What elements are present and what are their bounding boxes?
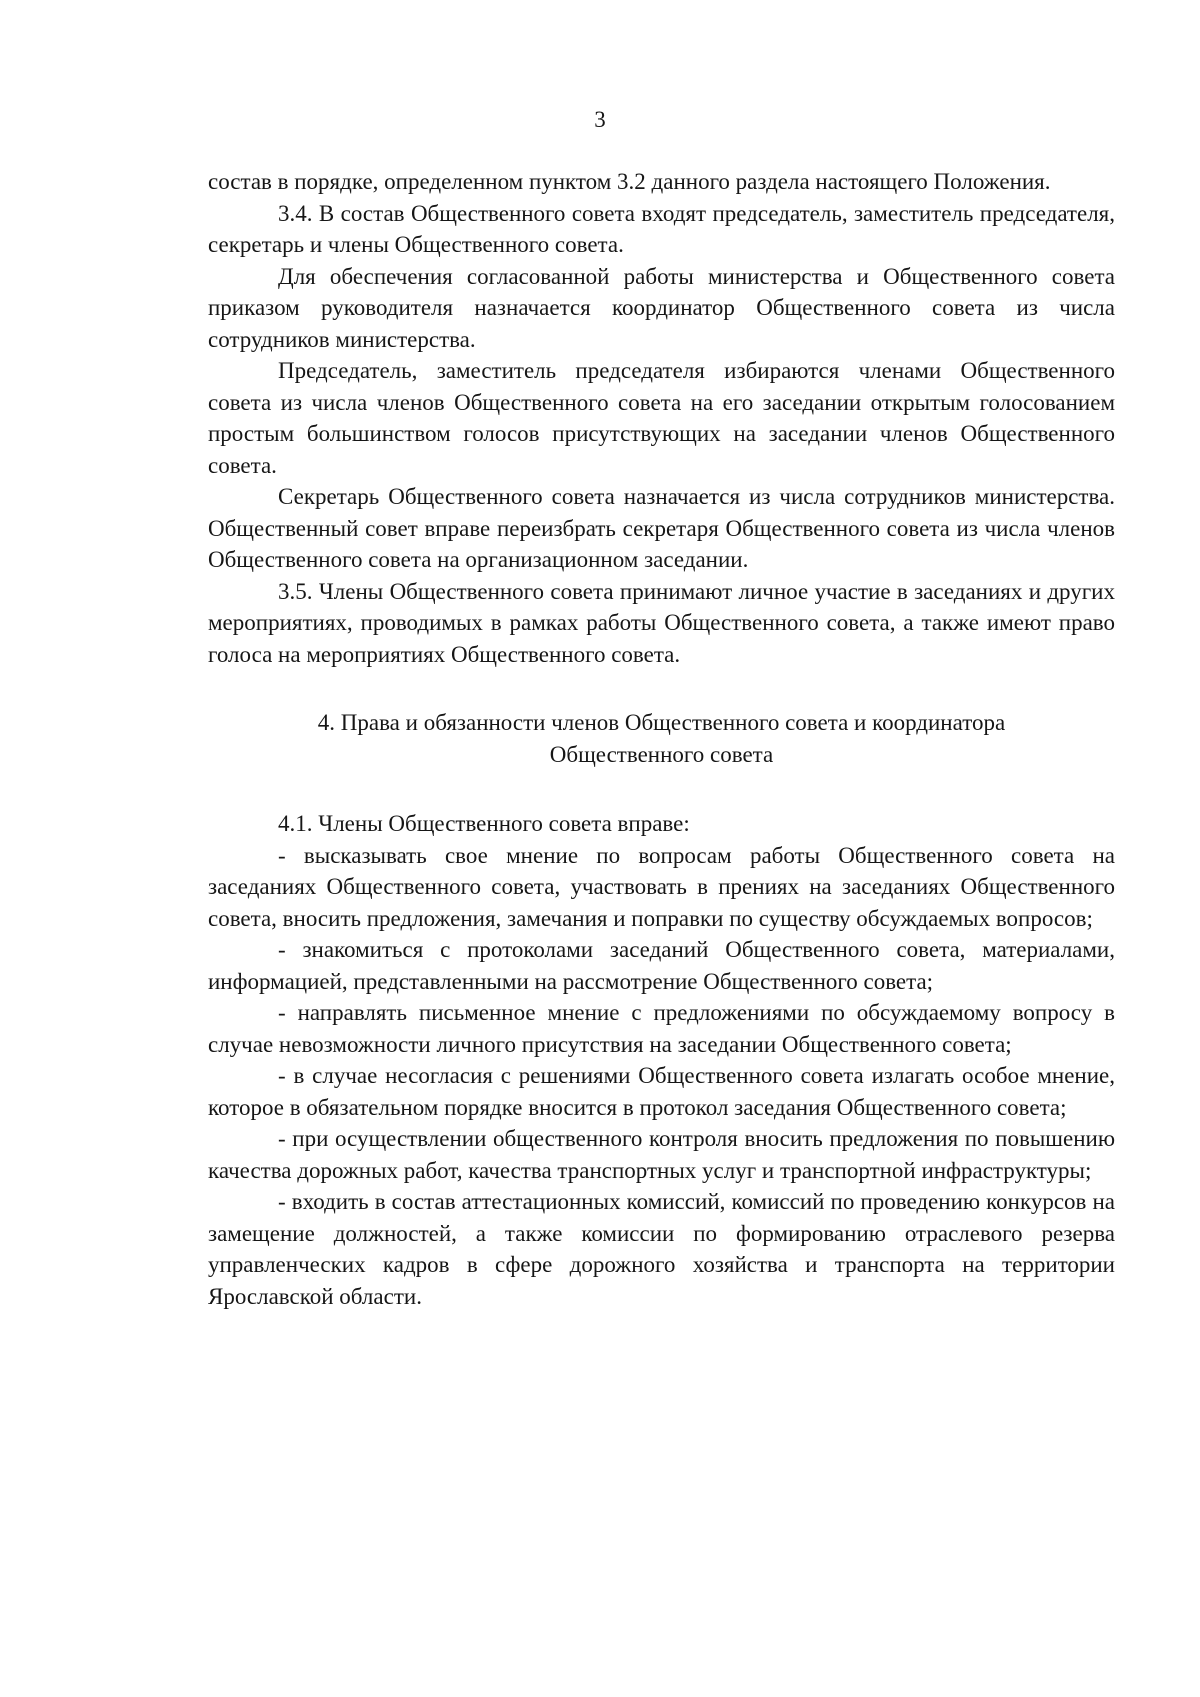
section-3-paragraphs: [208, 166, 1115, 670]
paragraph: состав в порядке, определенном пунктом 3.2 данного раздела настоящего Положения.: [208, 169, 1051, 194]
paragraph: 3.4. В состав Общественного совета входят председатель, заместитель председателя, секретарь и члены Общественного совета.: [208, 200, 1115, 257]
paragraph: Для обеспечения согласованной работы министерства и Общественного совета приказом руководителя назначается координатор Общественного совета из числа сотрудников министерства.: [208, 263, 1115, 352]
section-4-paragraphs: [208, 808, 1115, 1312]
list-item: - направлять письменное мнение с предложениями по обсуждаемому вопросу в случае невозможности личного присутствия на заседании Общественного совета;: [208, 1000, 1115, 1057]
list-item: - в случае несогласия с решениями Общественного совета излагать особое мнение, которое в обязательном порядке вносится в протокол заседания Общественного совета;: [208, 1063, 1115, 1120]
paragraph: 3.5. Члены Общественного совета принимают личное участие в заседаниях и других мероприятиях, проводимых в рамках работы Общественного совета, а также имеют право голоса на мероприятиях Общественного совета.: [208, 578, 1115, 667]
section-heading-line: 4. Права и обязанности членов Общественного совета и координатора: [317, 710, 1006, 735]
section-heading-line: Общественного совета: [549, 741, 774, 767]
list-item: - высказывать свое мнение по вопросам работы Общественного совета на заседаниях Общественного совета, участвовать в прениях на заседаниях Общественного совета, вносить предложения, замечания и поправки по существу обсуждаемых вопросов;: [208, 842, 1115, 931]
list-item: - при осуществлении общественного контроля вносить предложения по повышению качества дорожных работ, качества транспортных услуг и транспортной инфраструктуры;: [208, 1126, 1115, 1183]
paragraph: 4.1. Члены Общественного совета вправе:: [278, 811, 690, 836]
page-number: 3: [594, 107, 606, 132]
section-heading: [208, 707, 1115, 770]
document-body: [208, 166, 1115, 1312]
paragraph: Секретарь Общественного совета назначается из числа сотрудников министерства. Общественный совет вправе переизбрать секретаря Общественного совета из числа членов Общественного совета на организационном заседании.: [208, 484, 1115, 572]
list-item: - знакомиться с протоколами заседаний Общественного совета, материалами, информацией, представленными на рассмотрение Общественного совета;: [208, 937, 1115, 994]
paragraph: Председатель, заместитель председателя избираются членами Общественного совета из числа членов Общественного совета на его заседании открытым голосованием простым большинством голосов присутствующих на заседании членов Общественного совета.: [208, 358, 1115, 478]
list-item: - входить в состав аттестационных комиссий, комиссий по проведению конкурсов на замещение должностей, а также комиссии по формированию отраслевого резерва управленческих кадров в сфере дорожного хозяйства и транспорта на территории Ярославской области.: [208, 1189, 1115, 1309]
